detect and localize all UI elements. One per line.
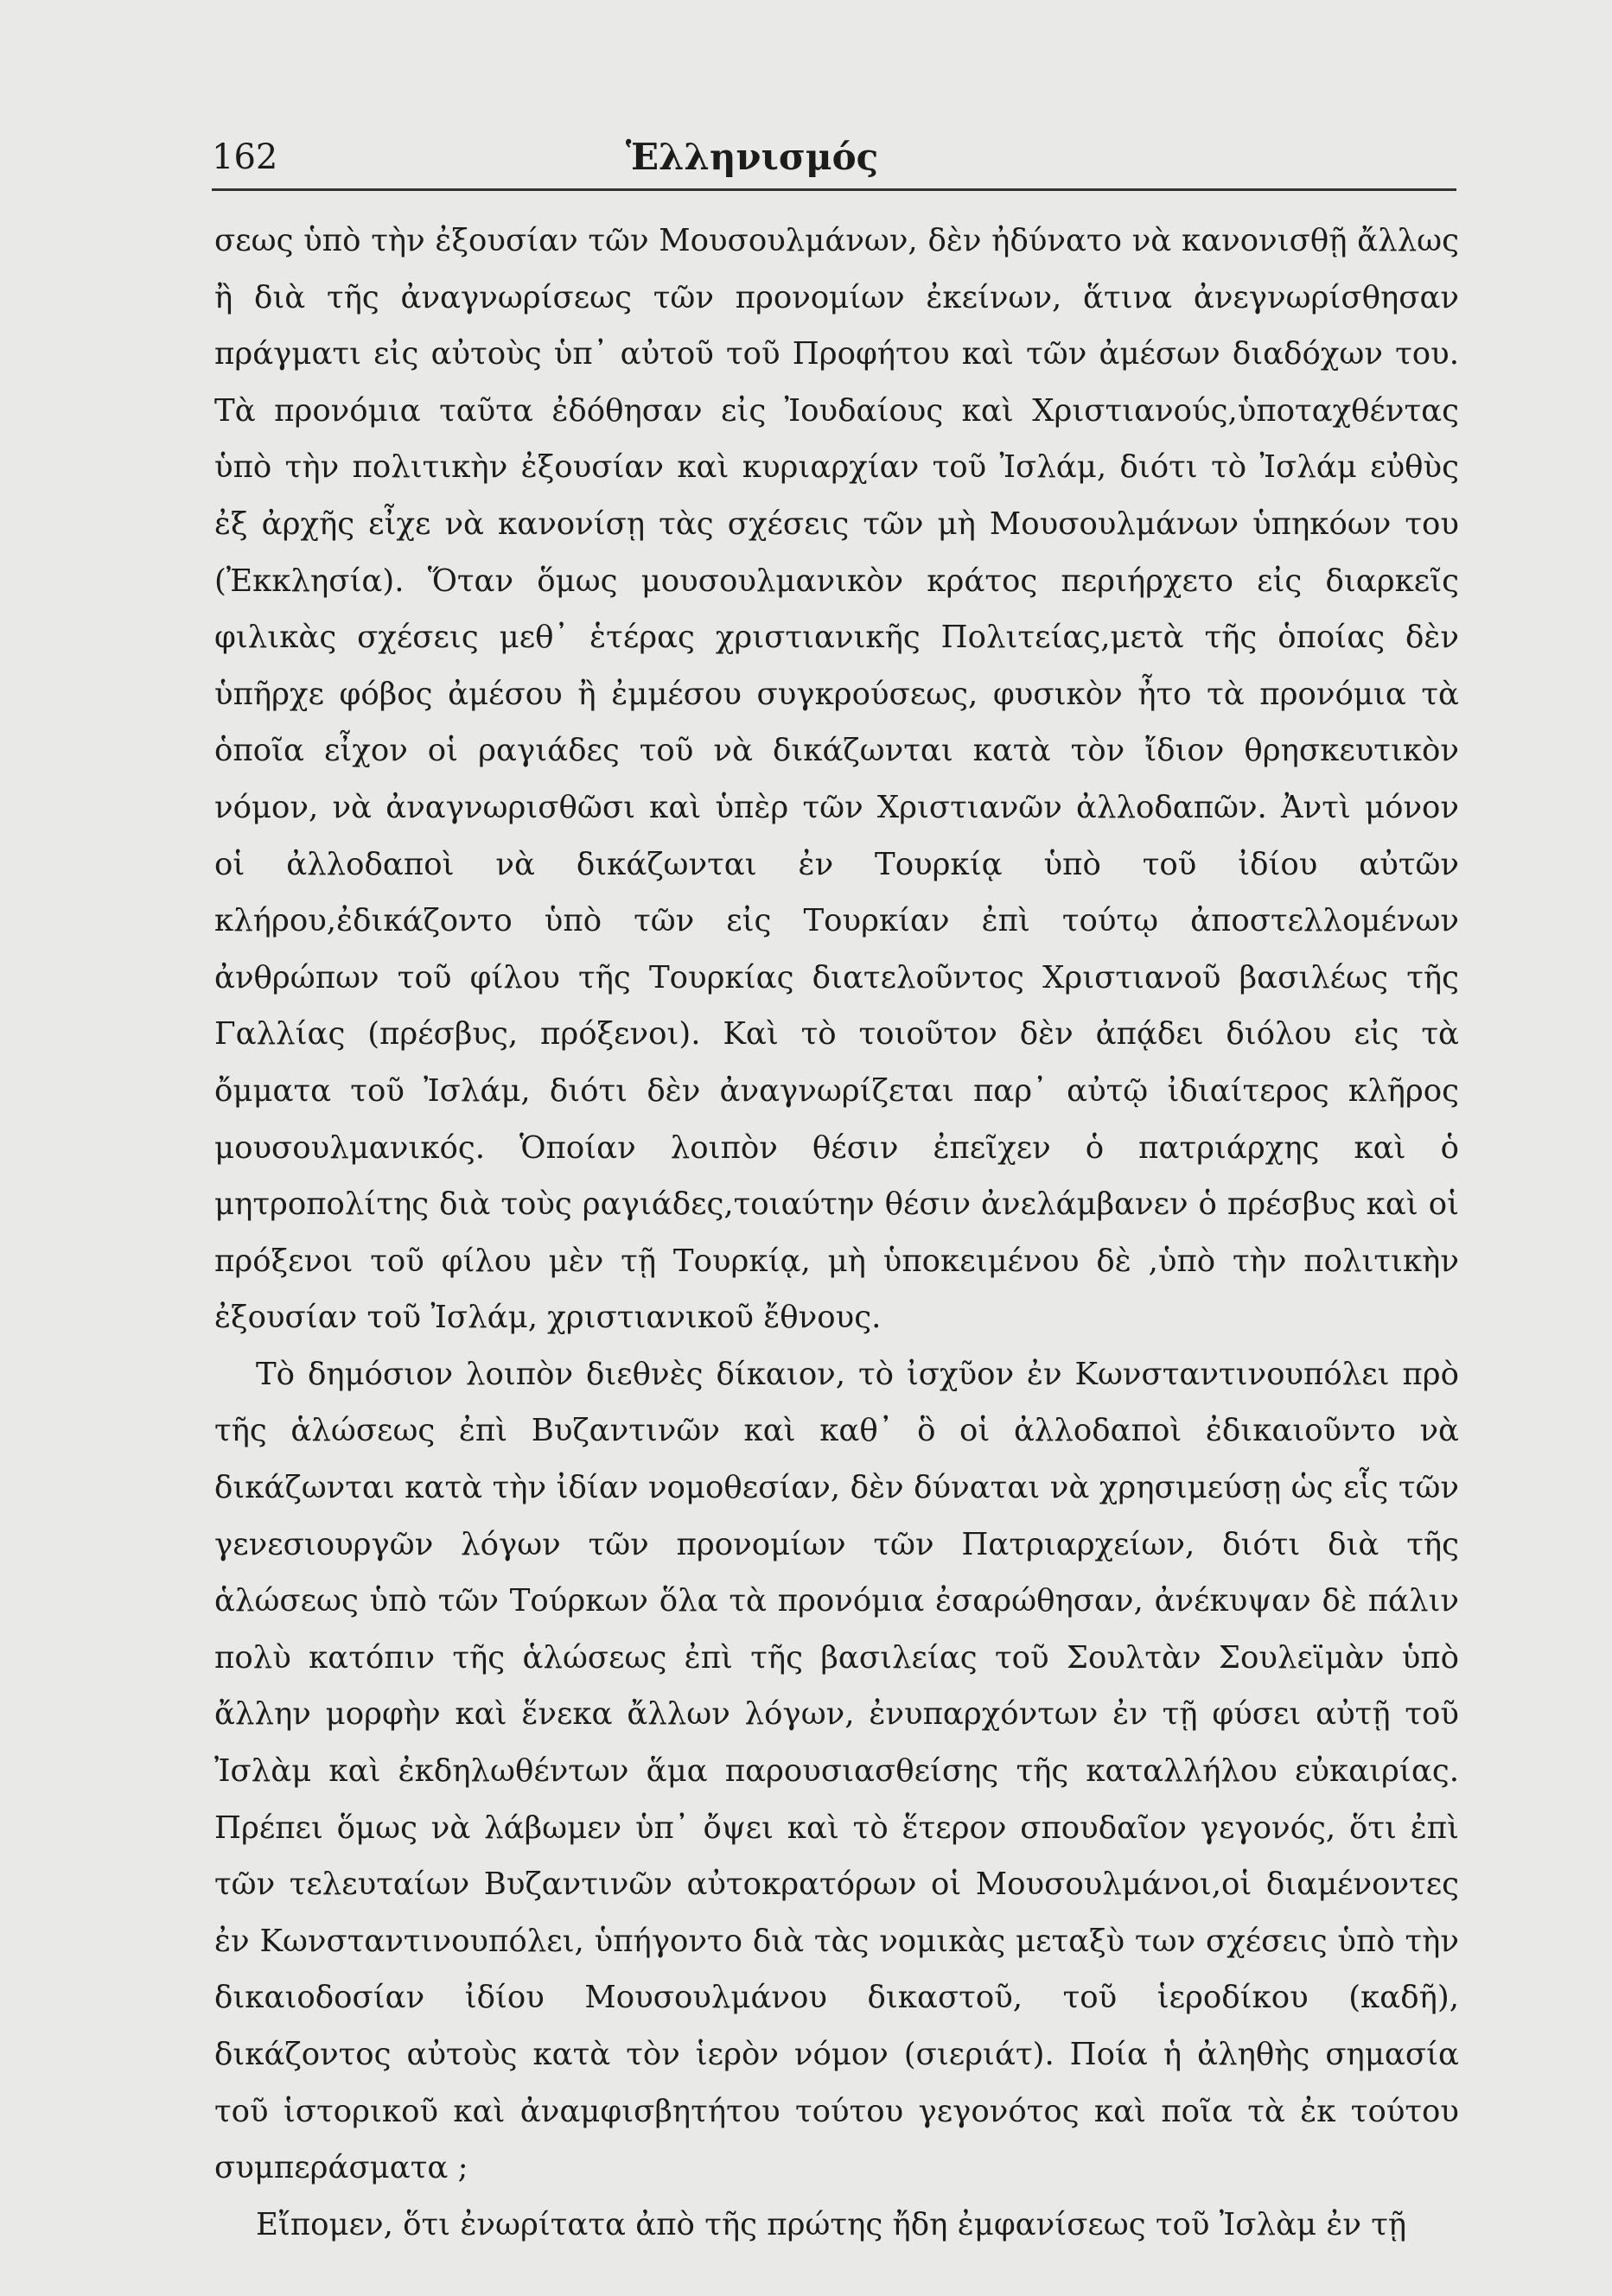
- body-text: [214, 213, 1459, 2253]
- running-title: Ἑλληνισμός: [625, 136, 879, 178]
- header-rule: [212, 188, 1456, 191]
- paragraph-2: Τὸ δημόσιον λοιπὸν διεθνὲς δίκαιον, τὸ ἰσχῦον ἐν Κωνσταντινουπόλει πρὸ τῆς ἁλώσεως ἐπὶ Βυζαντινῶν καὶ καθ᾽ ὃ οἱ ἀλλοδαποὶ ἐδικαιοῦντο νὰ δικάζωνται κατὰ τὴν ἰδίαν νομοθεσίαν, δὲν δύναται νὰ χρησιμεύσῃ ὡς εἷς τῶν γενεσιουργῶν λόγων τῶν προνομίων τῶν Πατριαρχείων, διότι διὰ τῆς ἁλώσεως ὑπὸ τῶν Τούρκων ὅλα τὰ προνόμια ἐσαρώθησαν, ἀνέκυψαν δὲ πάλιν πολὺ κατόπιν τῆς ἁλώσεως ἐπὶ τῆς βασιλείας τοῦ Σουλτὰν Σουλεϊμὰν ὑπὸ ἄλλην μορφὴν καὶ ἕνεκα ἄλλων λόγων, ἐνυπαρχόντων ἐν τῇ φύσει αὐτῇ τοῦ Ἰσλὰμ καὶ ἐκδηλωθέντων ἅμα παρουσιασθείσης τῆς καταλλήλου εὐκαιρίας. Πρέπει ὅμως νὰ λάβωμεν ὑπ᾽ ὄψει καὶ τὸ ἕτερον σπουδαῖον γεγονός, ὅτι ἐπὶ τῶν τελευταίων Βυζαντινῶν αὐτοκρατόρων οἱ Μουσουλμάνοι,οἱ διαμένοντες ἐν Κωνσταντινουπόλει, ὑπήγοντο διὰ τὰς νομικὰς μεταξὺ των σχέσεις ὑπὸ τὴν δικαιοδοσίαν ἰδίου Μουσουλμάνου δικαστοῦ, τοῦ ἱεροδίκου (καδῆ), δικάζοντος αὐτοὺς κατὰ τὸν ἱερὸν νόμον (σιεριάτ). Ποία ἡ ἀληθὴς σημασία τοῦ ἱστορικοῦ καὶ ἀναμφισβητήτου τούτου γεγονότος καὶ ποῖα τὰ ἐκ τούτου συμπεράσματα ;: [214, 1356, 1459, 2186]
- paragraph-1: σεως ὑπὸ τὴν ἐξουσίαν τῶν Μουσουλμάνων, δὲν ἠδύνατο νὰ κανονισθῇ ἄλλως ἢ διὰ τῆς ἀναγνωρίσεως τῶν προνομίων ἐκείνων, ἅτινα ἀνεγνωρίσθησαν πράγματι εἰς αὐτοὺς ὑπ᾽ αὐτοῦ τοῦ Προφήτου καὶ τῶν ἀμέσων διαδόχων του. Τὰ προνόμια ταῦτα ἐδόθησαν εἰς Ἰουδαίους καὶ Χριστιανούς,ὑποταχθέντας ὑπὸ τὴν πολιτικὴν ἐξουσίαν καὶ κυριαρχίαν τοῦ Ἰσλάμ, διότι τὸ Ἰσλάμ εὐθὺς ἐξ ἀρχῆς εἶχε νὰ κανονίσῃ τὰς σχέσεις τῶν μὴ Μουσουλμάνων ὑπηκόων του (Ἐκκλησία). Ὅταν ὅμως μουσουλμανικὸν κράτος περιήρχετο εἰς διαρκεῖς φιλικὰς σχέσεις μεθ᾽ ἑτέρας χριστιανικῆς Πολιτείας,μετὰ τῆς ὁποίας δὲν ὑπῆρχε φόβος ἀμέσου ἢ ἐμμέσου συγκρούσεως, φυσικὸν ἦτο τὰ προνόμια τὰ ὁποῖα εἶχον οἱ ραγιάδες τοῦ νὰ δικάζωνται κατὰ τὸν ἴδιον θρησκευτικὸν νόμον, νὰ ἀναγνωρισθῶσι καὶ ὑπὲρ τῶν Χριστιανῶν ἀλλοδαπῶν. Ἀντὶ μόνον οἱ ἀλλοδαποὶ νὰ δικάζωνται ἐν Τουρκίᾳ ὑπὸ τοῦ ἰδίου αὐτῶν κλήρου,ἐδικάζοντο ὑπὸ τῶν εἰς Τουρκίαν ἐπὶ τούτῳ ἀποστελλομένων ἀνθρώπων τοῦ φίλου τῆς Τουρκίας διατελοῦντος Χριστιανοῦ βασιλέως τῆς Γαλλίας (πρέσβυς, πρόξενοι). Καὶ τὸ τοιοῦτον δὲν ἀπᾴδει διόλου εἰς τὰ ὄμματα τοῦ Ἰσλάμ, διότι δὲν ἀναγνωρίζεται παρ᾽ αὐτῷ ἰδιαίτερος κλῆρος μουσουλμανικός. Ὁποίαν λοιπὸν θέσιν ἐπεῖχεν ὁ πατριάρχης καὶ ὁ μητροπολίτης διὰ τοὺς ραγιάδες,τοιαύτην θέσιν ἀνελάμβανεν ὁ πρέσβυς καὶ οἱ πρόξενοι τοῦ φίλου μὲν τῇ Τουρκίᾳ, μὴ ὑποκειμένου δὲ ,ὑπὸ τὴν πολιτικὴν ἐξουσίαν τοῦ Ἰσλάμ, χριστιανικοῦ ἔθνους.: [214, 223, 1459, 1336]
- page-number: 162: [212, 137, 278, 177]
- page-header: [212, 130, 1456, 185]
- paragraph-3: Εἴπομεν, ὅτι ἐνωρίτατα ἀπὸ τῆς πρώτης ἤδη ἐμφανίσεως τοῦ Ἰσλὰμ ἐν τῇ: [256, 2206, 1407, 2242]
